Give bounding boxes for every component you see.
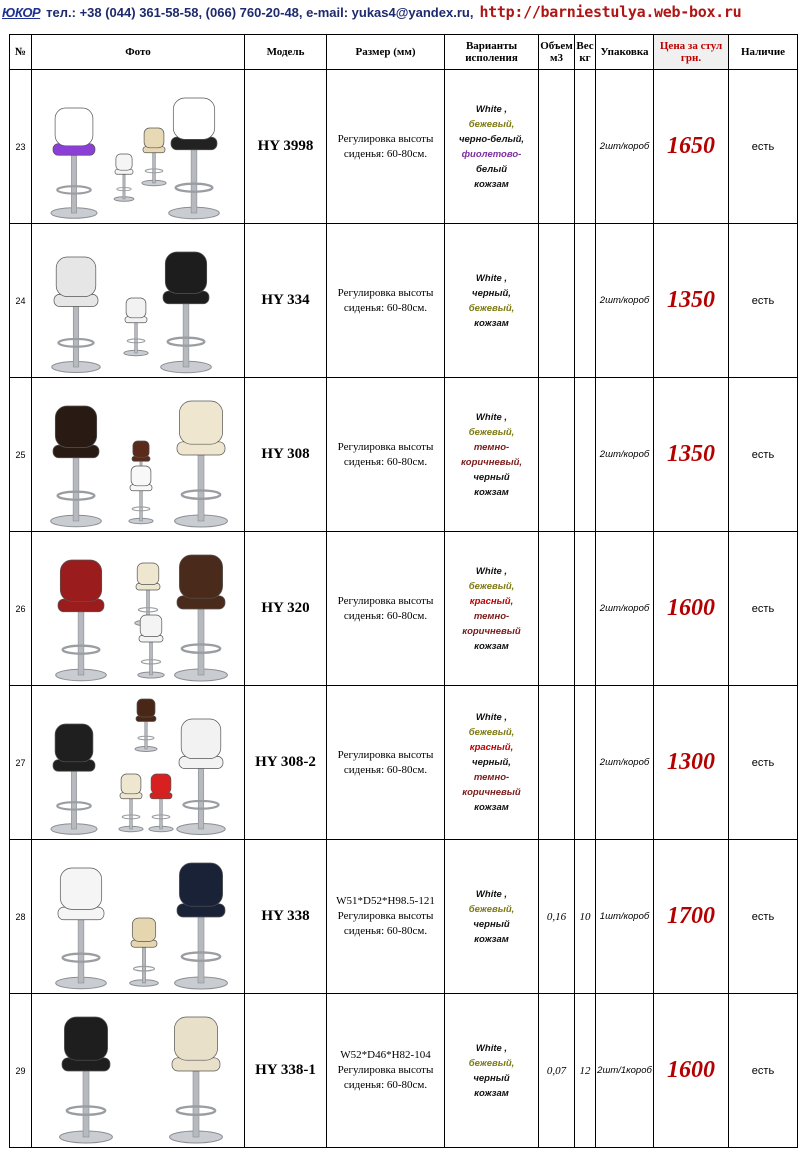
size-description: Регулировка высоты сиденья: 60-80см. [337,440,434,468]
variant-option: коричневый [462,625,521,637]
volume-value [539,224,575,378]
variant-option: черный [473,471,510,483]
table-row [10,378,798,532]
table-row [10,840,798,994]
row-number: 26 [10,532,32,686]
price-table [9,34,798,1148]
table-row [10,686,798,840]
weight-value [575,70,596,224]
packaging-value: 1шт/короб [596,840,654,994]
col-header-variants: Варианты исполения [445,35,539,70]
size-cell [327,686,445,840]
availability-value: есть [729,994,798,1148]
website-link[interactable]: http://barniestulya.web-box.ru [479,3,742,21]
size-cell [327,532,445,686]
table-row [10,994,798,1148]
weight-value [575,686,596,840]
row-number: 24 [10,224,32,378]
row-number: 23 [10,70,32,224]
variant-option: бежевый, [468,302,515,314]
price-value: 1350 [654,378,729,532]
size-dimensions: W51*D52*H98.5-121 [336,895,435,907]
variant-option: кожзам [474,1087,509,1099]
chair-photo-illustration [36,73,241,221]
variants-cell [445,686,539,840]
packaging-value: 2шт/1короб [596,994,654,1148]
packaging-value: 2шт/короб [596,532,654,686]
variant-option: красный, [469,742,514,753]
variant-option: белый [475,163,508,175]
volume-value: 0,07 [539,994,575,1148]
model-name: HY 338-1 [245,994,327,1148]
product-photo [32,840,245,994]
size-description: Регулировка высоты сиденья: 60-80см. [337,132,434,160]
volume-value [539,686,575,840]
volume-value [539,532,575,686]
size-description: Регулировка высоты сиденья: 60-80см. [337,910,434,937]
variant-option: кожзам [474,933,509,945]
size-cell [327,378,445,532]
row-number: 27 [10,686,32,840]
product-photo [32,378,245,532]
variant-option: черный, [472,287,511,299]
variant-option: бежевый, [468,426,515,438]
weight-value [575,532,596,686]
availability-value: есть [729,532,798,686]
header-bar [0,0,800,34]
availability-value: есть [729,378,798,532]
variant-option: бежевый, [468,1057,515,1069]
variant-option: White , [475,1042,508,1054]
price-value: 1600 [654,532,729,686]
availability-value: есть [729,686,798,840]
col-header-photo: Фото [32,35,245,70]
variant-option: фиолетово- [461,148,522,160]
price-value: 1350 [654,224,729,378]
variant-option: черно-белый, [458,133,525,145]
model-name: HY 320 [245,532,327,686]
packaging-value: 2шт/короб [596,686,654,840]
col-header-size: Размер (мм) [327,35,445,70]
variant-option: коричневый [462,787,521,798]
col-header-avail: Наличие [729,35,798,70]
model-name: HY 308-2 [245,686,327,840]
availability-value: есть [729,70,798,224]
table-row [10,70,798,224]
price-value: 1300 [654,686,729,840]
chair-photo-illustration [36,381,241,529]
variant-option: White , [475,272,508,284]
size-description: Регулировка высоты сиденья: 60-80см. [337,1064,434,1091]
variant-option: темно- [473,441,510,453]
table-row [10,532,798,686]
model-name: HY 334 [245,224,327,378]
variant-option: темно- [473,772,510,783]
variant-option: кожзам [474,486,509,498]
variant-option: кожзам [474,802,509,813]
volume-value: 0,16 [539,840,575,994]
variant-option: черный [473,918,510,930]
variant-option: бежевый, [468,903,515,915]
weight-value: 10 [575,840,596,994]
weight-value: 12 [575,994,596,1148]
table-header-row [10,35,798,70]
col-header-weight: Вес кг [575,35,596,70]
chair-photo-illustration [36,535,241,683]
availability-value: есть [729,840,798,994]
product-photo [32,686,245,840]
model-name: HY 308 [245,378,327,532]
size-description: Регулировка высоты сиденья: 60-80см. [337,594,434,622]
variant-option: бежевый, [468,118,515,130]
row-number: 25 [10,378,32,532]
product-photo [32,994,245,1148]
variant-option: бежевый, [468,580,515,592]
variant-option: черный [473,1072,510,1084]
product-photo [32,532,245,686]
row-number: 28 [10,840,32,994]
variants-cell [445,70,539,224]
col-header-price: Цена за стул грн. [654,35,729,70]
table-row [10,224,798,378]
volume-value [539,378,575,532]
packaging-value: 2шт/короб [596,224,654,378]
volume-value [539,70,575,224]
size-description: Регулировка высоты сиденья: 60-80см. [337,748,434,776]
weight-value [575,224,596,378]
size-dimensions: W52*D46*H82-104 [340,1049,431,1061]
chair-photo-illustration [36,997,241,1145]
col-header-model: Модель [245,35,327,70]
row-number: 29 [10,994,32,1148]
size-cell [327,70,445,224]
variants-cell [445,224,539,378]
product-photo [32,224,245,378]
price-value: 1600 [654,994,729,1148]
product-photo [32,70,245,224]
weight-value [575,378,596,532]
variants-cell [445,994,539,1148]
size-cell [327,224,445,378]
col-header-pack: Упаковка [596,35,654,70]
price-value: 1650 [654,70,729,224]
contact-info: тел.: +38 (044) 361-58-58, (066) 760-20-48, e-mail: yukas4@yandex.ru, [46,4,474,20]
col-header-num: № [10,35,32,70]
variant-option: кожзам [474,178,509,190]
model-name: HY 3998 [245,70,327,224]
variant-option: красный, [469,595,514,607]
variants-cell [445,532,539,686]
col-header-volume: Объем м3 [539,35,575,70]
size-cell [327,994,445,1148]
variant-option: White , [475,103,508,115]
price-value: 1700 [654,840,729,994]
packaging-value: 2шт/короб [596,70,654,224]
size-description: Регулировка высоты сиденья: 60-80см. [337,286,434,314]
variant-option: коричневый, [460,456,523,468]
chair-photo-illustration [36,843,241,991]
size-cell [327,840,445,994]
variant-option: White , [475,411,508,423]
variant-option: кожзам [474,640,509,652]
variant-option: бежевый, [468,727,515,738]
variant-option: White , [475,565,508,577]
packaging-value: 2шт/короб [596,378,654,532]
variant-option: кожзам [474,317,509,329]
company-logo: ЮКОР [2,4,41,20]
variant-option: White , [475,888,508,900]
chair-photo-illustration [36,689,241,837]
variant-option: темно- [473,610,510,622]
variants-cell [445,840,539,994]
variant-option: черный, [472,757,511,768]
chair-photo-illustration [36,227,241,375]
variants-cell [445,378,539,532]
model-name: HY 338 [245,840,327,994]
variant-option: White , [475,712,508,723]
availability-value: есть [729,224,798,378]
